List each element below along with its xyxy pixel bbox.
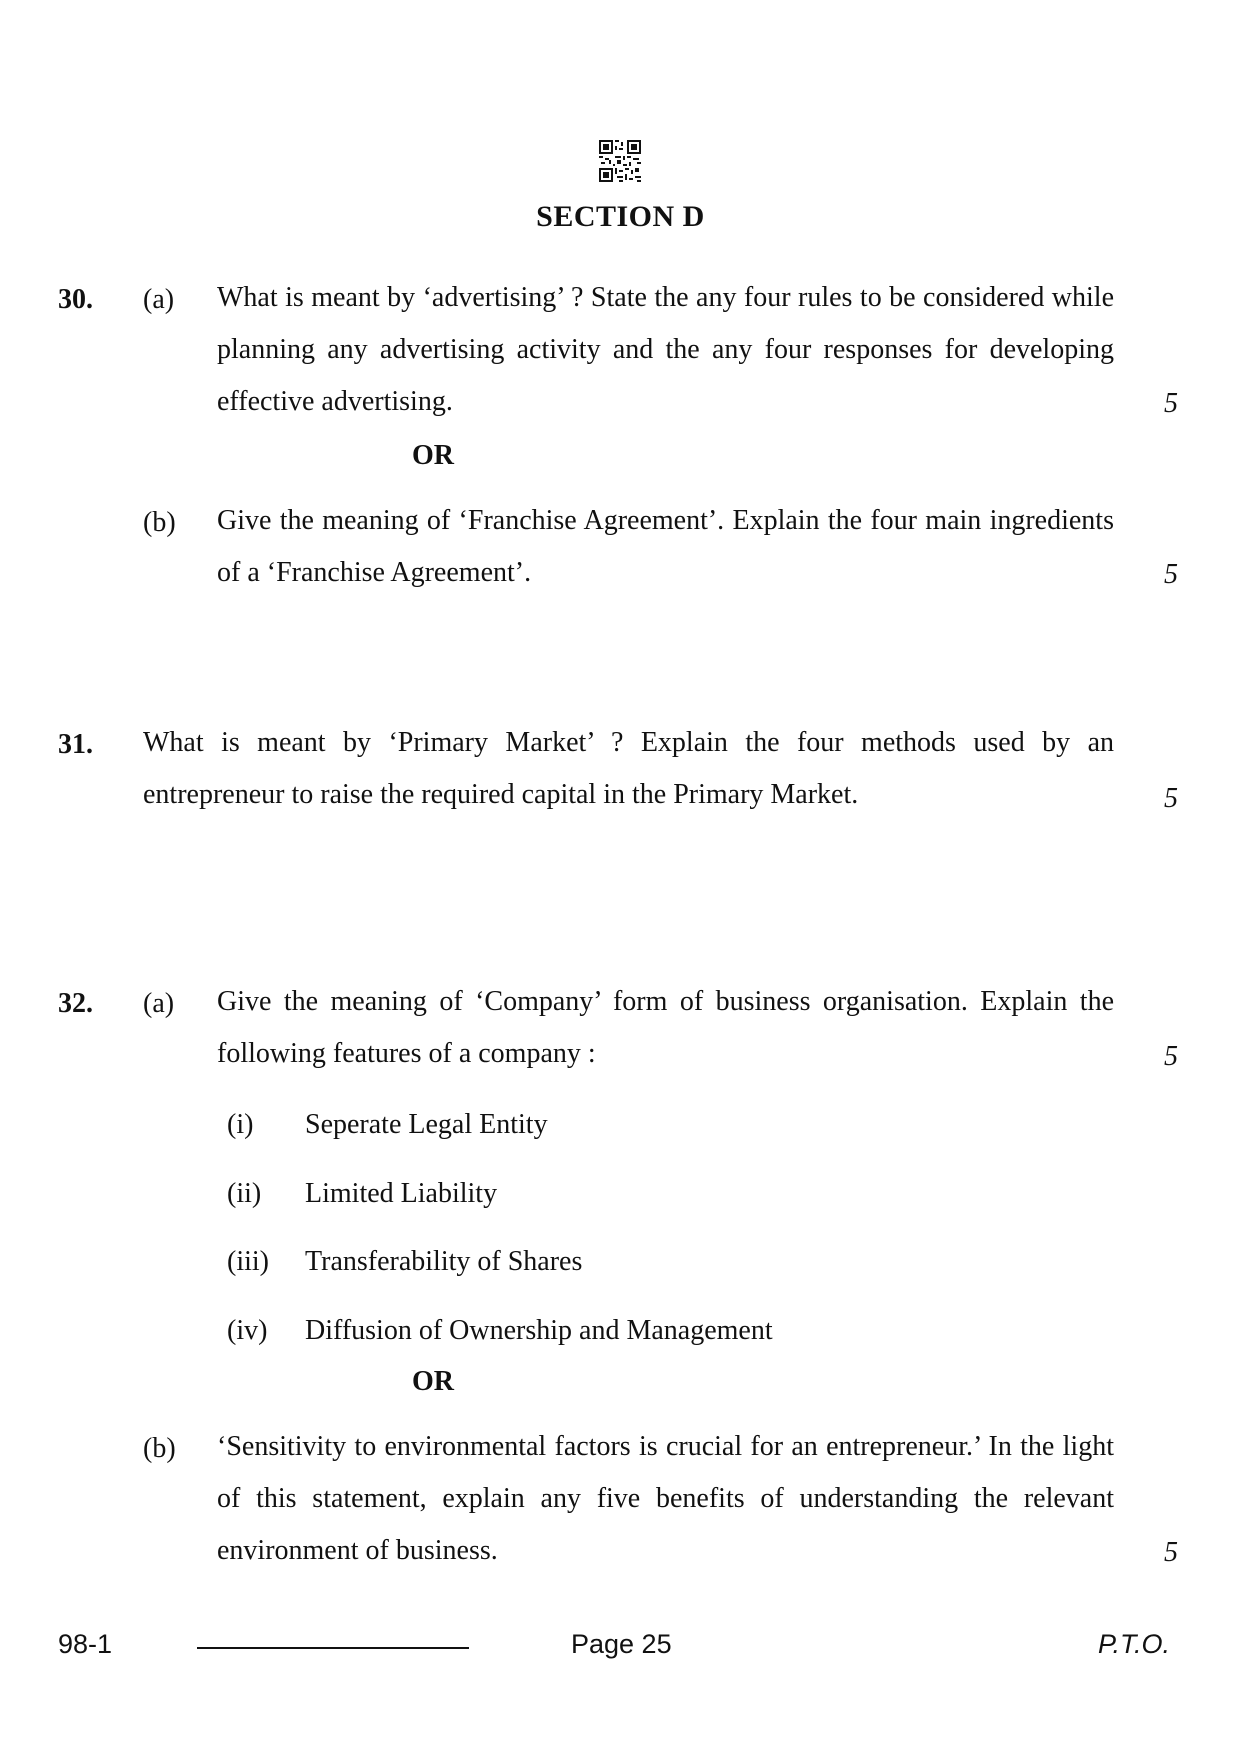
q30-part-b-marks: 5	[1164, 559, 1178, 590]
q32-part-a-marks: 5	[1164, 1041, 1178, 1072]
q32-item-text: Transferability of Shares	[305, 1246, 583, 1277]
q32-part-b-text: ‘Sensitivity to environmental factors is crucial for an entrepreneur.’ In the light of this statement, explain any five benefits of understanding the relevant environment of business.	[217, 1431, 1114, 1566]
q31-text: What is meant by ‘Primary Market’ ? Explain the four methods used by an entrepreneur to raise the required capital in the Primary Market.	[143, 727, 1114, 810]
q30-part-a-marks: 5	[1164, 388, 1178, 419]
question-number-32: 32.	[58, 988, 93, 1019]
q32-item-text: Diffusion of Ownership and Management	[305, 1315, 773, 1346]
pto-note: P.T.O.	[1098, 1629, 1171, 1659]
question-number-31: 31.	[58, 729, 93, 760]
q32-item-label: (iii)	[227, 1246, 269, 1277]
q32-part-b-marks: 5	[1164, 1537, 1178, 1568]
q32-part-a-text: Give the meaning of ‘Company’ form of business organisation. Explain the following features of a company :	[217, 986, 1114, 1069]
q32-item-label: (i)	[227, 1109, 254, 1140]
q31-marks: 5	[1164, 783, 1178, 814]
q32-item-text: Limited Liability	[305, 1178, 498, 1209]
q32-part-b-label: (b)	[143, 1433, 176, 1464]
paper-code: 98-1	[58, 1629, 113, 1659]
qr-code-icon	[599, 140, 641, 182]
section-title: SECTION D	[536, 200, 705, 233]
q30-or-separator: OR	[412, 440, 454, 471]
q32-or-separator: OR	[412, 1366, 454, 1397]
question-number-30: 30.	[58, 284, 93, 315]
q32-item-text: Seperate Legal Entity	[305, 1109, 548, 1140]
q32-item-label: (ii)	[227, 1178, 262, 1209]
page-number: Page 25	[571, 1629, 672, 1659]
q30-part-b-label: (b)	[143, 507, 176, 538]
q32-part-a-label: (a)	[143, 988, 175, 1019]
q30-part-a-label: (a)	[143, 284, 175, 315]
q32-item-label: (iv)	[227, 1315, 268, 1346]
q30-part-b-text: Give the meaning of ‘Franchise Agreement’. Explain the four main ingredients of a ‘Franchise Agreement’.	[217, 505, 1114, 588]
q30-part-a-text: What is meant by ‘advertising’ ? State the any four rules to be considered while planning any advertising activity and the any four responses for developing effective advertising.	[217, 282, 1114, 417]
footer-rule	[197, 1647, 469, 1649]
